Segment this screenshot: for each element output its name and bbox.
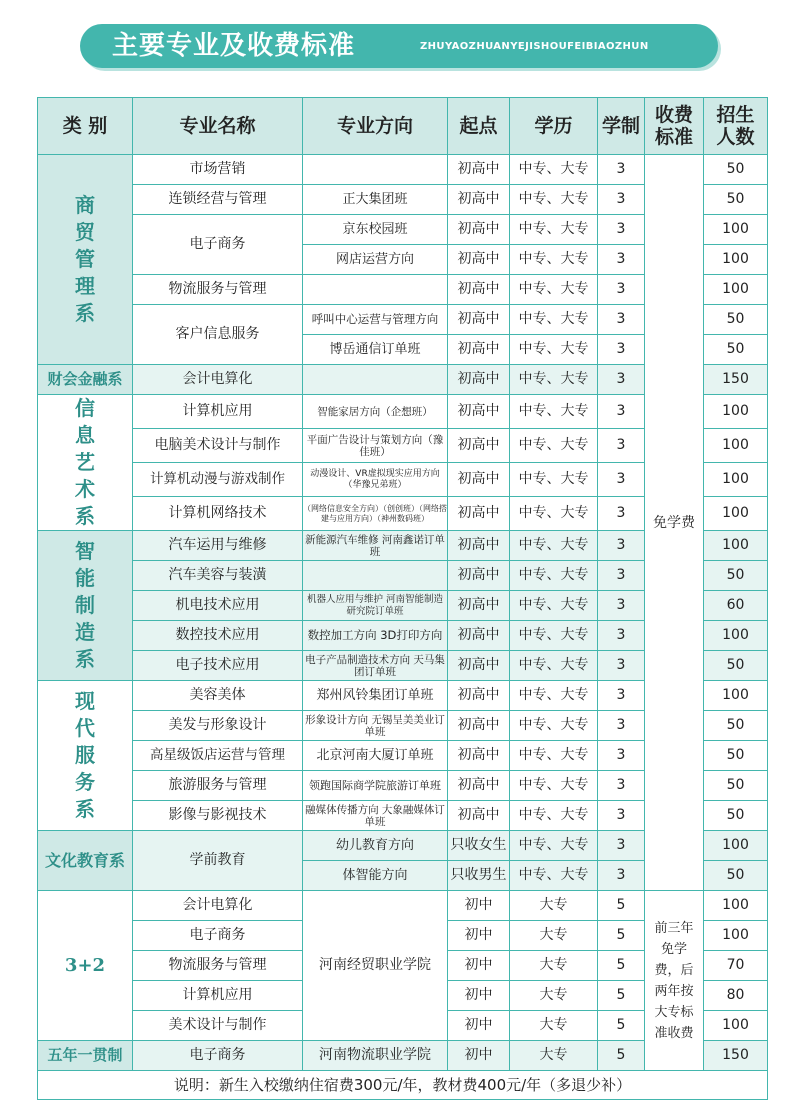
- direction-cell: 博岳通信订单班: [303, 335, 448, 365]
- degree-cell: 大专: [510, 891, 598, 921]
- quota-cell: 100: [704, 275, 768, 305]
- direction-cell: 电子产品制造技术方向 天马集团订单班: [303, 651, 448, 681]
- quota-cell: 50: [704, 711, 768, 741]
- major-cell: 会计电算化: [133, 891, 303, 921]
- degree-cell: 中专、大专: [510, 831, 598, 861]
- header-years: 学制: [598, 98, 645, 155]
- category-commerce: 商贸管理系: [38, 155, 133, 365]
- quota-cell: 100: [704, 681, 768, 711]
- major-cell: 汽车运用与维修: [133, 531, 303, 561]
- quota-cell: 150: [704, 365, 768, 395]
- degree-cell: 中专、大专: [510, 215, 598, 245]
- major-cell: 美容美体: [133, 681, 303, 711]
- years-cell: 5: [598, 1041, 645, 1071]
- direction-cell: 领跑国际商学院旅游订单班: [303, 771, 448, 801]
- major-cell: 电子商务: [133, 215, 303, 275]
- years-cell: 3: [598, 395, 645, 429]
- quota-cell: 50: [704, 561, 768, 591]
- start-cell: 初高中: [448, 771, 510, 801]
- fee-3-plus-2-cell: 前三年免学费，后两年按大专标准收费: [645, 891, 704, 1071]
- direction-cell: [303, 561, 448, 591]
- start-cell: 初高中: [448, 155, 510, 185]
- header-degree: 学历: [510, 98, 598, 155]
- years-cell: 3: [598, 771, 645, 801]
- start-cell: 初高中: [448, 395, 510, 429]
- direction-cell: 郑州风铃集团订单班: [303, 681, 448, 711]
- start-cell: 初高中: [448, 305, 510, 335]
- direction-cell: 融媒体传播方向 大象融媒体订单班: [303, 801, 448, 831]
- page-title: 主要专业及收费标准: [112, 31, 356, 61]
- degree-cell: 大专: [510, 1041, 598, 1071]
- fee-table: [37, 97, 768, 1100]
- direction-cell: 数控加工方向 3D打印方向: [303, 621, 448, 651]
- degree-cell: 中专、大专: [510, 305, 598, 335]
- header-category: 类 别: [38, 98, 133, 155]
- major-cell: 市场营销: [133, 155, 303, 185]
- degree-cell: 中专、大专: [510, 741, 598, 771]
- quota-cell: 50: [704, 305, 768, 335]
- degree-cell: 中专、大专: [510, 861, 598, 891]
- quota-cell: 100: [704, 215, 768, 245]
- degree-cell: 中专、大专: [510, 801, 598, 831]
- degree-cell: 中专、大专: [510, 651, 598, 681]
- quota-cell: 100: [704, 621, 768, 651]
- category-five-year: 五年一贯制: [38, 1041, 133, 1071]
- quota-cell: 50: [704, 741, 768, 771]
- direction-cell: 体智能方向: [303, 861, 448, 891]
- quota-cell: 100: [704, 831, 768, 861]
- table-row: [38, 155, 768, 185]
- years-cell: 5: [598, 1011, 645, 1041]
- major-cell: 电子商务: [133, 921, 303, 951]
- years-cell: 3: [598, 305, 645, 335]
- header-fee: 收费标准: [645, 98, 704, 155]
- table-row: [38, 891, 768, 921]
- quota-cell: 80: [704, 981, 768, 1011]
- quota-cell: 100: [704, 1011, 768, 1041]
- years-cell: 3: [598, 275, 645, 305]
- major-cell: 计算机应用: [133, 981, 303, 1011]
- start-cell: 初高中: [448, 531, 510, 561]
- category-service: 现代服务系: [38, 681, 133, 831]
- header-major: 专业名称: [133, 98, 303, 155]
- start-cell: 初高中: [448, 335, 510, 365]
- direction-cell: 新能源汽车维修 河南鑫诺订单班: [303, 531, 448, 561]
- major-cell: 电脑美术设计与制作: [133, 429, 303, 463]
- years-cell: 3: [598, 429, 645, 463]
- direction-cell: 动漫设计、VR虚拟现实应用方向（华豫兄弟班）: [303, 463, 448, 497]
- direction-cell: 河南经贸职业学院: [303, 891, 448, 1041]
- start-cell: 初高中: [448, 365, 510, 395]
- degree-cell: 中专、大专: [510, 463, 598, 497]
- page-title-pinyin: ZHUYAOZHUANYEJISHOUFEIBIAOZHUN: [420, 41, 649, 52]
- direction-cell: [303, 155, 448, 185]
- degree-cell: 大专: [510, 921, 598, 951]
- degree-cell: 中专、大专: [510, 497, 598, 531]
- direction-cell: 河南物流职业学院: [303, 1041, 448, 1071]
- direction-cell: 形象设计方向 无锡呈美美业订单班: [303, 711, 448, 741]
- major-cell: 影像与影视技术: [133, 801, 303, 831]
- category-3-plus-2: 3+2: [38, 891, 133, 1041]
- start-cell: 初中: [448, 951, 510, 981]
- years-cell: 3: [598, 831, 645, 861]
- table-header-row: [38, 98, 768, 155]
- years-cell: 3: [598, 651, 645, 681]
- degree-cell: 中专、大专: [510, 365, 598, 395]
- direction-cell: 北京河南大厦订单班: [303, 741, 448, 771]
- quota-cell: 150: [704, 1041, 768, 1071]
- years-cell: 3: [598, 681, 645, 711]
- start-cell: 初高中: [448, 463, 510, 497]
- start-cell: 只收女生: [448, 831, 510, 861]
- degree-cell: 大专: [510, 981, 598, 1011]
- years-cell: 3: [598, 185, 645, 215]
- major-cell: 美术设计与制作: [133, 1011, 303, 1041]
- start-cell: 初高中: [448, 621, 510, 651]
- years-cell: 3: [598, 155, 645, 185]
- years-cell: 3: [598, 215, 645, 245]
- direction-cell: 智能家居方向（企想班）: [303, 395, 448, 429]
- start-cell: 初中: [448, 1011, 510, 1041]
- start-cell: 初中: [448, 981, 510, 1011]
- footnote: 说明：新生入校缴纳住宿费300元/年，教材费400元/年（多退少补）: [38, 1071, 768, 1100]
- quota-cell: 100: [704, 921, 768, 951]
- major-cell: 机电技术应用: [133, 591, 303, 621]
- quota-cell: 50: [704, 801, 768, 831]
- major-cell: 学前教育: [133, 831, 303, 891]
- quota-cell: 100: [704, 245, 768, 275]
- years-cell: 3: [598, 335, 645, 365]
- degree-cell: 中专、大专: [510, 429, 598, 463]
- years-cell: 3: [598, 801, 645, 831]
- start-cell: 初高中: [448, 429, 510, 463]
- quota-cell: 100: [704, 497, 768, 531]
- direction-cell: 平面广告设计与策划方向（豫佳班）: [303, 429, 448, 463]
- major-cell: 计算机网络技术: [133, 497, 303, 531]
- start-cell: 只收男生: [448, 861, 510, 891]
- direction-cell: 呼叫中心运营与管理方向: [303, 305, 448, 335]
- years-cell: 5: [598, 921, 645, 951]
- years-cell: 3: [598, 741, 645, 771]
- quota-cell: 50: [704, 335, 768, 365]
- start-cell: 初中: [448, 1041, 510, 1071]
- fee-free-cell: 免学费: [645, 155, 704, 891]
- major-cell: 客户信息服务: [133, 305, 303, 365]
- header-start: 起点: [448, 98, 510, 155]
- degree-cell: 中专、大专: [510, 561, 598, 591]
- years-cell: 3: [598, 365, 645, 395]
- quota-cell: 100: [704, 429, 768, 463]
- major-cell: 汽车美容与装潢: [133, 561, 303, 591]
- header-quota: 招生人数: [704, 98, 768, 155]
- start-cell: 初高中: [448, 497, 510, 531]
- years-cell: 3: [598, 861, 645, 891]
- major-cell: 电子商务: [133, 1041, 303, 1071]
- major-cell: 电子技术应用: [133, 651, 303, 681]
- years-cell: 3: [598, 561, 645, 591]
- quota-cell: 50: [704, 185, 768, 215]
- major-cell: 计算机动漫与游戏制作: [133, 463, 303, 497]
- years-cell: 5: [598, 951, 645, 981]
- major-cell: 旅游服务与管理: [133, 771, 303, 801]
- start-cell: 初高中: [448, 215, 510, 245]
- years-cell: 3: [598, 497, 645, 531]
- years-cell: 5: [598, 981, 645, 1011]
- direction-cell: 网店运营方向: [303, 245, 448, 275]
- degree-cell: 中专、大专: [510, 711, 598, 741]
- start-cell: 初高中: [448, 651, 510, 681]
- degree-cell: 中专、大专: [510, 621, 598, 651]
- major-cell: 计算机应用: [133, 395, 303, 429]
- start-cell: 初高中: [448, 711, 510, 741]
- category-education: 文化教育系: [38, 831, 133, 891]
- years-cell: 5: [598, 891, 645, 921]
- start-cell: 初高中: [448, 275, 510, 305]
- start-cell: 初高中: [448, 185, 510, 215]
- direction-cell: 京东校园班: [303, 215, 448, 245]
- category-manufacturing: 智能制造系: [38, 531, 133, 681]
- start-cell: 初高中: [448, 681, 510, 711]
- header-direction: 专业方向: [303, 98, 448, 155]
- degree-cell: 中专、大专: [510, 335, 598, 365]
- degree-cell: 中专、大专: [510, 245, 598, 275]
- degree-cell: 中专、大专: [510, 185, 598, 215]
- start-cell: 初高中: [448, 741, 510, 771]
- degree-cell: 中专、大专: [510, 591, 598, 621]
- direction-cell: （网络信息安全方向）（创创班）（网络搭建与应用方向）（神州数码班）: [303, 497, 448, 531]
- quota-cell: 70: [704, 951, 768, 981]
- quota-cell: 50: [704, 771, 768, 801]
- start-cell: 初中: [448, 891, 510, 921]
- degree-cell: 大专: [510, 1011, 598, 1041]
- category-it-art: 信息艺术系: [38, 395, 133, 531]
- years-cell: 3: [598, 591, 645, 621]
- degree-cell: 中专、大专: [510, 681, 598, 711]
- degree-cell: 大专: [510, 951, 598, 981]
- major-cell: 美发与形象设计: [133, 711, 303, 741]
- start-cell: 初中: [448, 921, 510, 951]
- start-cell: 初高中: [448, 561, 510, 591]
- major-cell: 会计电算化: [133, 365, 303, 395]
- quota-cell: 50: [704, 155, 768, 185]
- years-cell: 3: [598, 463, 645, 497]
- quota-cell: 100: [704, 463, 768, 497]
- degree-cell: 中专、大专: [510, 771, 598, 801]
- years-cell: 3: [598, 245, 645, 275]
- direction-cell: 幼儿教育方向: [303, 831, 448, 861]
- quota-cell: 60: [704, 591, 768, 621]
- major-cell: 连锁经营与管理: [133, 185, 303, 215]
- major-cell: 物流服务与管理: [133, 275, 303, 305]
- direction-cell: 机器人应用与维护 河南智能制造研究院订单班: [303, 591, 448, 621]
- quota-cell: 50: [704, 861, 768, 891]
- quota-cell: 100: [704, 395, 768, 429]
- start-cell: 初高中: [448, 245, 510, 275]
- category-finance: 财会金融系: [38, 365, 133, 395]
- degree-cell: 中专、大专: [510, 395, 598, 429]
- direction-cell: [303, 275, 448, 305]
- major-cell: 物流服务与管理: [133, 951, 303, 981]
- note-row: [38, 1071, 768, 1100]
- major-cell: 高星级饭店运营与管理: [133, 741, 303, 771]
- major-cell: 数控技术应用: [133, 621, 303, 651]
- years-cell: 3: [598, 621, 645, 651]
- direction-cell: [303, 365, 448, 395]
- degree-cell: 中专、大专: [510, 275, 598, 305]
- years-cell: 3: [598, 711, 645, 741]
- quota-cell: 100: [704, 531, 768, 561]
- degree-cell: 中专、大专: [510, 531, 598, 561]
- direction-cell: 正大集团班: [303, 185, 448, 215]
- degree-cell: 中专、大专: [510, 155, 598, 185]
- quota-cell: 50: [704, 651, 768, 681]
- years-cell: 3: [598, 531, 645, 561]
- start-cell: 初高中: [448, 591, 510, 621]
- start-cell: 初高中: [448, 801, 510, 831]
- quota-cell: 100: [704, 891, 768, 921]
